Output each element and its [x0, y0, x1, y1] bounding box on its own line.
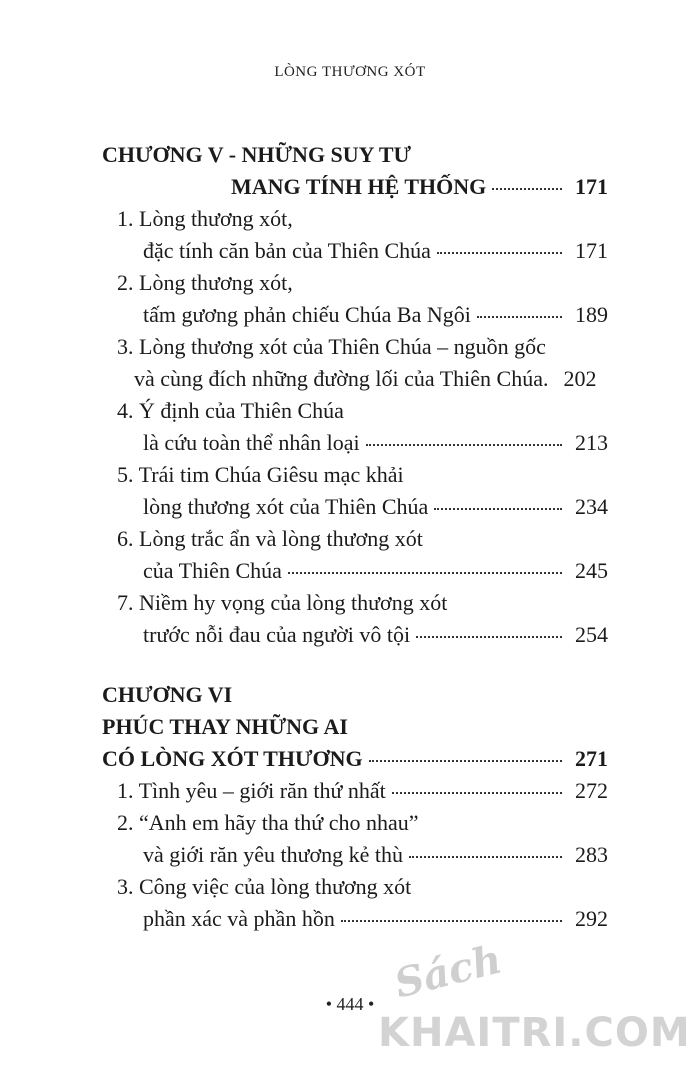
chapter-6-title-line3: CÓ LÒNG XÓT THƯƠNG: [102, 746, 363, 771]
toc-item-5-4: [143, 430, 608, 456]
leader-dots: [366, 443, 562, 446]
page-number: 245: [575, 558, 608, 583]
toc-item-5-6-line1: 6. Lòng trắc ẩn và lòng thương xót: [117, 526, 423, 551]
page-number: 234: [575, 494, 608, 519]
page-number: 171: [575, 238, 608, 263]
toc-item-title: là cứu toàn thể nhân loại: [143, 430, 360, 455]
leader-dots: [492, 187, 562, 190]
leader-dots: [288, 571, 562, 574]
running-header: LÒNG THƯƠNG XÓT: [274, 64, 426, 80]
leader-dots: [392, 791, 562, 794]
page-number: 292: [575, 906, 608, 931]
toc-item-title: của Thiên Chúa: [143, 558, 282, 583]
toc-item-6-3: [143, 906, 608, 932]
leader-dots: [416, 635, 562, 638]
page-number: 283: [575, 842, 608, 867]
leader-dots: [341, 919, 562, 922]
leader-dots: [434, 507, 562, 510]
toc-item-6-2-line1: 2. “Anh em hãy tha thứ cho nhau”: [117, 810, 419, 835]
toc-item-6-3-line1: 3. Công việc của lòng thương xót: [117, 874, 412, 899]
page-number: 171: [575, 174, 608, 199]
toc-item-5-3-line1: 3. Lòng thương xót của Thiên Chúa – nguồn gốc: [117, 334, 546, 359]
leader-dots: [477, 315, 562, 318]
toc-item-5-2-line1: 2. Lòng thương xót,: [117, 270, 293, 295]
toc-item-5-5-line1: 5. Trái tim Chúa Giêsu mạc khải: [117, 462, 404, 487]
toc-item-6-1: [117, 778, 608, 804]
chapter-6-title-line2: PHÚC THAY NHỮNG AI: [102, 714, 348, 739]
toc-item-5-6: [143, 558, 608, 584]
page-number: 254: [575, 622, 608, 647]
leader-dots: [369, 759, 562, 762]
toc-item-title: và cùng đích những đường lối của Thiên Chúa.: [134, 366, 549, 391]
toc-item-6-2: [143, 842, 608, 868]
toc-item-5-7: [143, 622, 608, 648]
leader-dots: [409, 855, 562, 858]
chapter-6-title-line1: CHƯƠNG VI: [102, 682, 233, 707]
page-number: 271: [575, 746, 608, 771]
toc-item-5-1-line1: 1. Lòng thương xót,: [117, 206, 293, 231]
chapter-6-entry: [102, 746, 608, 772]
toc-item-title: lòng thương xót của Thiên Chúa: [143, 494, 429, 519]
chapter-5-entry: [231, 174, 608, 200]
toc-item-title: trước nỗi đau của người vô tội: [143, 622, 411, 647]
chapter-5-title-line1: CHƯƠNG V - NHỮNG SUY TƯ: [102, 142, 412, 167]
toc-item-5-4-line1: 4. Ý định của Thiên Chúa: [117, 398, 344, 423]
toc-item-title: tấm gương phản chiếu Chúa Ba Ngôi: [143, 302, 471, 327]
page-number-footer: • 444 •: [325, 994, 375, 1014]
toc-item-5-3: [134, 366, 608, 392]
toc-item-title: đặc tính căn bản của Thiên Chúa: [143, 238, 431, 263]
page-number: 202: [563, 366, 597, 391]
page-number: 189: [575, 302, 608, 327]
toc-item-title: và giới răn yêu thương kẻ thù: [143, 842, 404, 867]
toc-item-5-5: [143, 494, 608, 520]
page-number: 213: [575, 430, 608, 455]
page-number: 272: [575, 778, 608, 803]
watermark-script: Sách: [389, 935, 507, 1008]
leader-dots: [437, 251, 562, 254]
toc-item-5-1: [143, 238, 608, 264]
toc-item-title: phần xác và phần hồn: [143, 906, 335, 931]
chapter-5-title-line2: MANG TÍNH HỆ THỐNG: [231, 174, 487, 199]
watermark-brand: KHAITRI.COM: [378, 1010, 691, 1056]
toc-item-title: 1. Tình yêu – giới răn thứ nhất: [117, 778, 386, 803]
toc-item-5-2: [143, 302, 608, 328]
toc-item-5-7-line1: 7. Niềm hy vọng của lòng thương xót: [117, 590, 448, 615]
